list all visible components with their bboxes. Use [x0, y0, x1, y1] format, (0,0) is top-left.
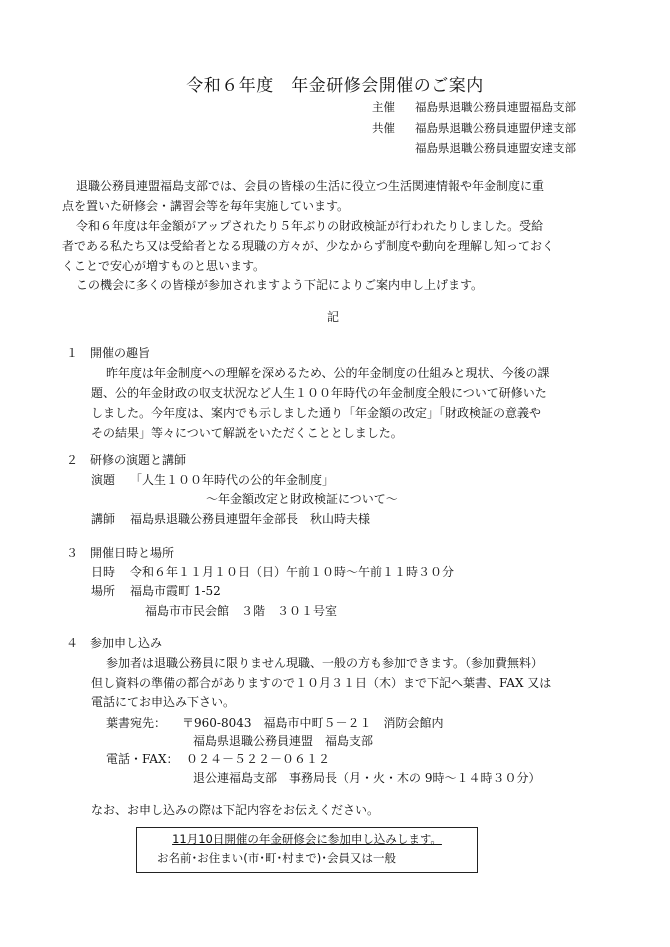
intro-line: 令和６年度は年金額がアップされたり５年ぶりの財政検証が行われたりしました。受給 [76, 219, 544, 233]
organizer-name-cohost-2: 福島県退職公務員連盟安達支部 [415, 141, 576, 155]
section-4-line: 参加者は退職公務員に限りません現職、一般の方も参加できます。（参加費無料） [106, 656, 544, 670]
place-label: 場所 [91, 584, 116, 598]
section-3-heading: ３ 開催日時と場所 [66, 546, 175, 560]
postcard-organization: 福島県退職公務員連盟 福島支部 [193, 734, 374, 748]
application-content-box [136, 827, 478, 873]
postcard-address: 〒960-8043 福島市中町５－２１ 消防会館内 [182, 716, 444, 730]
intro-line: 退職公務員連盟福島支部では、会員の皆様の生活に役立つ生活関連情報や年金制度に重 [76, 179, 545, 193]
section-1-line: しました。今年度は、案内でも示しました通り「年金額の改定」「財政検証の意義や [91, 406, 542, 420]
organizer-role-cohost: 共催 [372, 121, 395, 135]
closing-note: なお、お申し込みの際は下記内容をお伝えください。 [91, 803, 380, 817]
section-1-line: 題、公的年金財政の収支状況など人生１００年時代の年金制度全般について研修いた [91, 386, 547, 400]
office-hours: 退公連福島支部 事務局長（月・火・木の 9時～１４時３０分） [193, 771, 541, 785]
box-line-1: 11月10日開催の年金研修会に参加申し込みします。 [172, 832, 442, 846]
lecturer-label: 講師 [91, 512, 116, 526]
theme-subtitle: ～年金額改定と財政検証について～ [206, 492, 398, 506]
section-2-heading: ２ 研修の演題と講師 [66, 453, 187, 467]
intro-line: この機会に多くの皆様が参加されますよう下記によりご案内申し上げます。 [76, 278, 484, 292]
intro-line: 者である私たち又は受給者となる現職の方々が、少なからず制度や動向を理解し知っておく [62, 239, 555, 253]
section-4-heading: ４ 参加申し込み [66, 636, 163, 650]
box-line-1-wrap [137, 831, 477, 847]
phone-number: ０２４－５２２－０６１２ [186, 752, 331, 766]
section-1-heading: １ 開催の趣旨 [66, 346, 151, 360]
section-4-line: 但し資料の準備の都合がありますので１０月３１日（木）まで下記へ葉書、FAX 又は [91, 676, 552, 690]
organizer-role-host: 主催 [372, 100, 395, 114]
postcard-label: 葉書宛先： [106, 716, 167, 730]
section-4-line: 電話にてお申込み下さい。 [91, 695, 236, 709]
section-1-line: その結果」等々について解説をいただくこととしました。 [91, 426, 403, 440]
lecturer-name: 福島県退職公務員連盟年金部長 秋山時夫様 [130, 512, 371, 526]
intro-line: 点を置いた研修会・講習会等を毎年実施しています。 [62, 199, 350, 213]
organizer-name-host: 福島県退職公務員連盟福島支部 [415, 100, 576, 114]
intro-line: くことで安心が増すものと思います。 [62, 259, 266, 273]
theme-title: 「人生１００年時代の公的年金制度」 [130, 473, 335, 487]
phone-label: 電話・FAX： [106, 752, 179, 766]
place-address: 福島市霞町 1-52 [130, 584, 221, 598]
page-title: 令和６年度 年金研修会開催のご案内 [186, 76, 484, 96]
organizer-name-cohost-1: 福島県退職公務員連盟伊達支部 [415, 121, 576, 135]
section-1-line: 昨年度は年金制度への理解を深めるため、公的年金制度の仕組みと現状、今後の課 [106, 366, 550, 380]
date-label: 日時 [91, 565, 116, 579]
event-date: 令和６年１１月１０日（日）午前１０時～午前１１時３０分 [130, 565, 455, 579]
theme-label: 演題 [91, 473, 116, 487]
ki-mark: 記 [327, 310, 340, 324]
place-venue: 福島市市民会館 ３階 ３０１号室 [145, 604, 338, 618]
box-line-2: お名前･お住まい(市･町･村まで)･会員又は一般 [157, 851, 396, 865]
